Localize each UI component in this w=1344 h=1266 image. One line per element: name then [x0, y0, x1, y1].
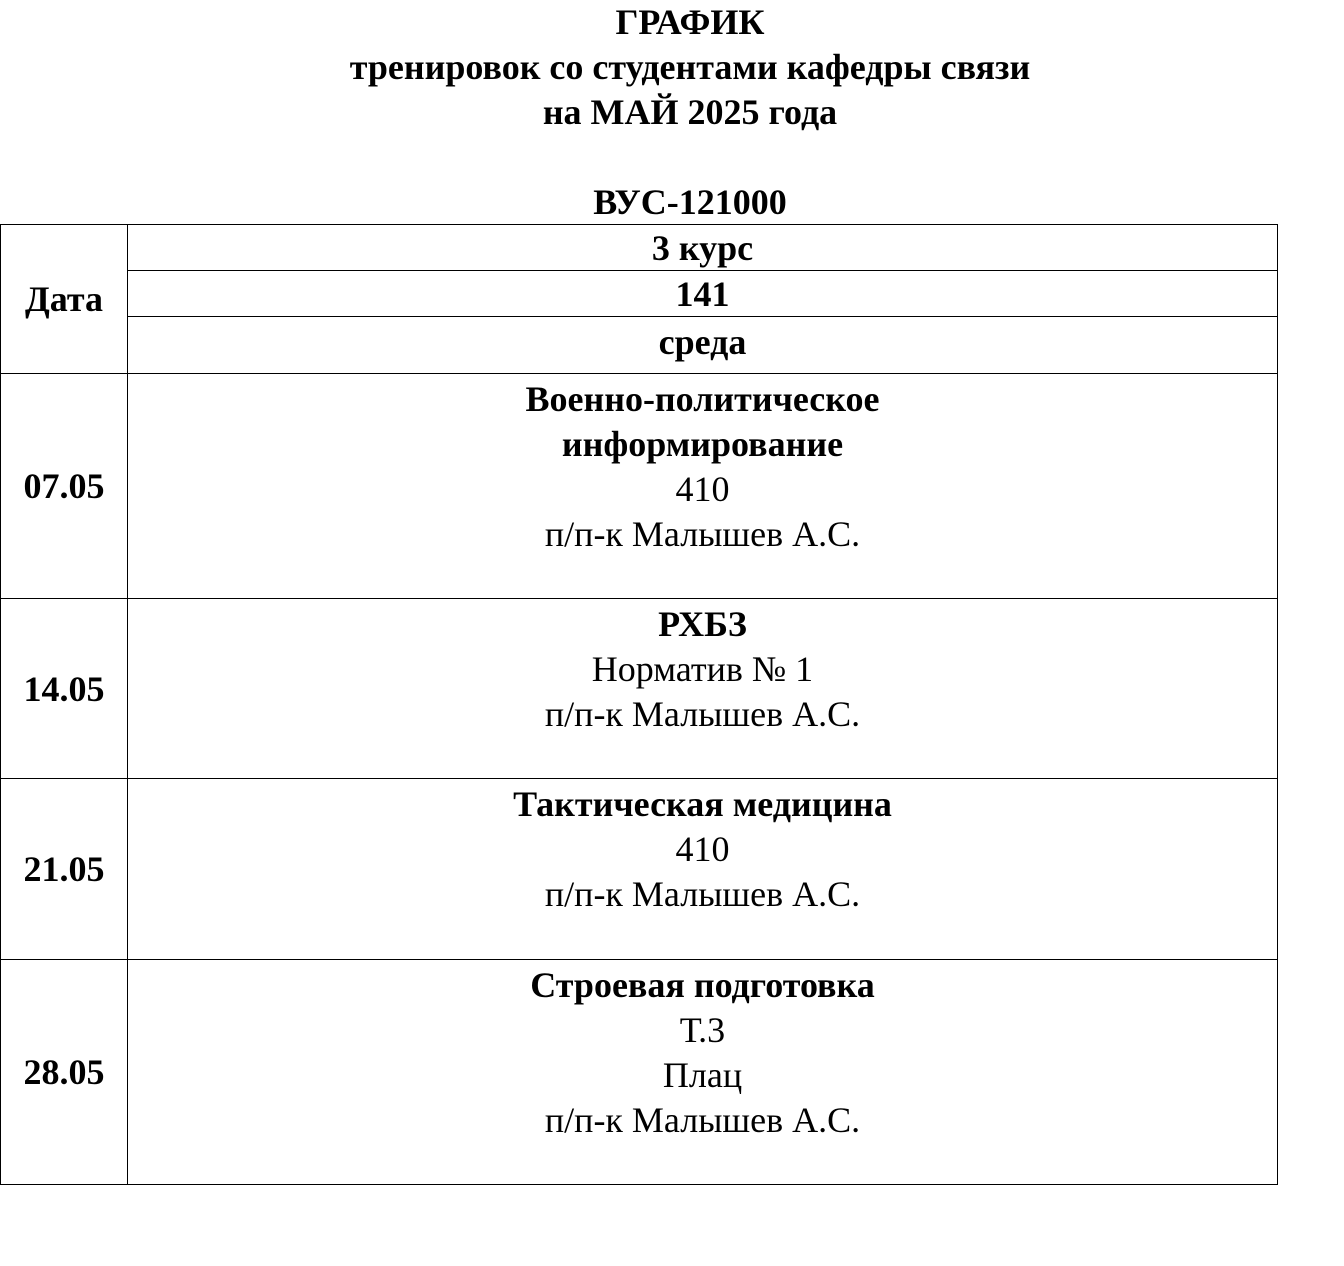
lesson-subject: РХБЗ [658, 604, 747, 644]
table-row [1, 960, 1278, 1185]
lesson-instructor: п/п-к Малышев А.С. [544, 514, 861, 554]
document-header [0, 0, 1344, 135]
lesson-instructor: п/п-к Малышев А.С. [544, 694, 861, 734]
table-row [1, 374, 1278, 599]
table-row [1, 599, 1278, 779]
course-header: 3 курс [128, 225, 1278, 271]
group-header: 141 [128, 271, 1278, 317]
row-date: 28.05 [1, 960, 128, 1185]
vus-code: ВУС-121000 [593, 182, 787, 222]
lesson-cell [128, 779, 1278, 960]
lesson-instructor: п/п-к Малышев А.С. [544, 1100, 861, 1140]
lesson-topic: Норматив № 1 [591, 649, 814, 689]
date-column-header: Дата [1, 225, 128, 374]
lesson-subject: Строевая подготовка [530, 965, 875, 1005]
lesson-subject: информирование [561, 424, 844, 464]
row-date: 21.05 [1, 779, 128, 960]
row-date: 07.05 [1, 374, 128, 599]
row-date: 14.05 [1, 599, 128, 779]
document-subtitle: тренировок со студентами кафедры связи [349, 47, 1031, 87]
schedule-table [0, 224, 1278, 1185]
table-row [1, 779, 1278, 960]
document-period: на МАЙ 2025 года [542, 92, 838, 132]
document-title: ГРАФИК [615, 2, 765, 42]
lesson-subject: Тактическая медицина [513, 784, 892, 824]
lesson-cell [128, 960, 1278, 1185]
lesson-topic: Т.3 [679, 1010, 726, 1050]
lesson-subject: Военно-политическое [525, 379, 880, 419]
weekday-header: среда [128, 317, 1278, 374]
lesson-cell [128, 599, 1278, 779]
lesson-instructor: п/п-к Малышев А.С. [544, 874, 861, 914]
lesson-room: 410 [675, 829, 730, 869]
lesson-location: Плац [662, 1055, 743, 1095]
lesson-cell [128, 374, 1278, 599]
lesson-room: 410 [675, 469, 730, 509]
